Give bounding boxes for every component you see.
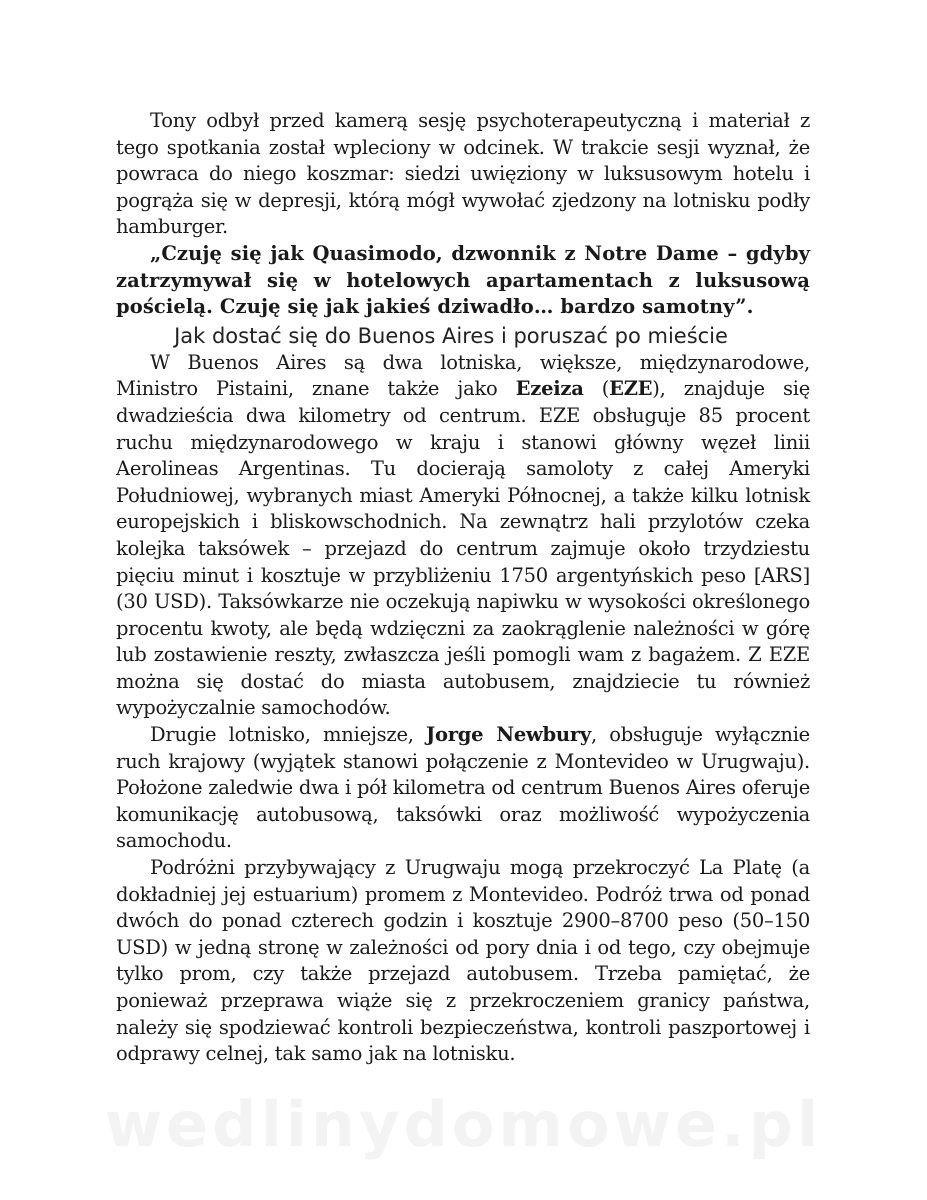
paragraph-session: Tony odbył przed kamerą sesję psychoterapeutyczną i materiał z tego spotkania został wpleciony w odcinek. W trakcie sesji wyznał, że powraca do niego koszmar: siedzi uwięziony w luksusowym hotelu i pogrąża się w depresji, którą mógł wywołać zjedzony na lotnisku podły hamburger. [116,109,810,239]
airport-name-ezeiza: Ezeiza [515,377,584,401]
watermark: wedlinydomowe.pl [104,1088,823,1161]
text-span: , obsługuje wyłącznie ruch krajowy (wyjątek stanowi połączenie z Montevideo w Urugwaju). Położone zaledwie dwa i pół kilometra od centrum Buenos Aires oferuje komunikację autobusową, taksówki oraz możliwość wypożyczenia samochodu. [116,723,810,853]
airport-name-newbury: Jorge Newbury [426,723,591,747]
page-body [116,108,810,1068]
text-span: Drugie lotnisko, mniejsze, [150,723,427,747]
quote-paragraph: „Czuję się jak Quasimodo, dzwonnik z Notre Dame – gdyby zatrzymywał się w hotelowych apartamentach z luksusową pościelą. Czuję się jak jakieś dziwadło… bardzo samotny”. [116,241,810,319]
paragraph-second-airport [116,722,810,855]
paragraph-airports [116,350,810,722]
section-heading: Jak dostać się do Buenos Aires i poruszać po mieście [174,323,728,348]
text-span: W Buenos Aires są dwa lotniska, większe, międzynarodowe, Ministro Pistaini, znane także jako [116,350,810,401]
paragraph-ferry: Podróżni przybywający z Urugwaju mogą przekroczyć La Platę (a dokładniej jej estuarium) promem z Montevideo. Podróż trwa od ponad dwóch do ponad czterech godzin i kosztuje 2900–8700 peso (50–150 USD) w jedną stronę w zależności od pory dnia i od tego, czy obejmuje tylko prom, czy także przejazd autobusem. Trzeba pamiętać, że ponieważ przeprawa wiąże się z przekroczeniem granicy państwa, należy się spodziewać kontroli bezpieczeństwa, kontroli paszportowej i odprawy celnej, tak samo jak na lotnisku. [116,856,810,1066]
text-span: ( [583,377,610,401]
airport-code-eze: EZE [609,377,653,401]
text-span: ), znajduje się dwadzieścia dwa kilometry od centrum. EZE obsługuje 85 procent ruchu międzynarodowego w kraju i stanowi główny węzeł linii Aerolineas Argentinas. Tu docierają samoloty z całej Ameryki Południowej, wybranych miast Ameryki Północnej, a także kilku lotnisk europejskich i bliskowschodnich. Na zewnątrz hali przylotów czeka kolejka taksówek – przejazd do centrum zajmuje około trzydziestu pięciu minut i kosztuje w przybliżeniu 1750 argentyńskich peso [ARS] (30 USD). Taksówkarze nie oczekują napiwku w wysokości określonego procentu kwoty, ale będą wdzięczni za zaokrąglenie należności w górę lub zostawienie reszty, zwłaszcza jeśli pomogli wam z bagażem. Z EZE można się dostać do miasta autobusem, znajdziecie tu również wypożyczalnie samochodów. [116,377,810,720]
